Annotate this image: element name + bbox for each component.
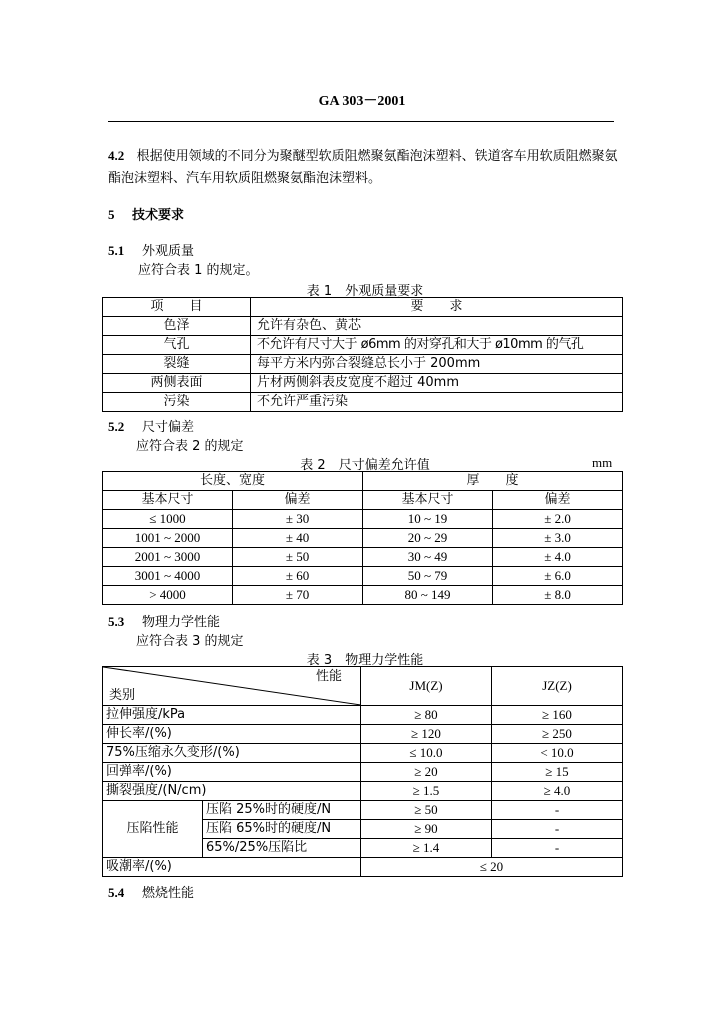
cell: ≤ 1000 (103, 510, 233, 529)
cell: ≥ 50 (361, 801, 492, 820)
clause-title: 燃烧性能 (142, 886, 195, 901)
table-3-caption: 表 3 物理力学性能 (306, 653, 424, 668)
cell: 3001 ~ 4000 (103, 567, 233, 586)
property-cell: 65%/25%压陷比 (203, 839, 361, 858)
requirement-cell: 不允许严重污染 (251, 393, 623, 412)
property-cell: 75%压缩永久变形/(%) (103, 744, 361, 763)
clause-5-1-intro: 应符合表 1 的规定。 (138, 263, 259, 278)
section-number: 5 (108, 207, 115, 222)
table-row (103, 355, 623, 374)
table-row (103, 567, 623, 586)
cell: ± 2.0 (493, 510, 623, 529)
cell: 80 ~ 149 (363, 586, 493, 605)
cell: > 4000 (103, 586, 233, 605)
clause-5-4-heading (108, 882, 194, 901)
cell: ± 6.0 (493, 567, 623, 586)
header-cell: JM(Z) (361, 667, 492, 706)
cell: ≥ 20 (361, 763, 492, 782)
clause-number: 4.2 (108, 148, 125, 163)
property-cell: 撕裂强度/(N/cm) (103, 782, 361, 801)
cell: ≥ 160 (492, 706, 623, 725)
diagonal-top-label: 性能 (315, 669, 342, 684)
cell: ≥ 250 (492, 725, 623, 744)
cell: ± 4.0 (493, 548, 623, 567)
requirement-cell: 片材两侧斜表皮宽度不超过 40mm (251, 374, 623, 393)
header-cell: 要 求 (251, 298, 623, 317)
table-row (103, 586, 623, 605)
clause-text: 根据使用领域的不同分为聚醚型软质阻燃聚氨酯泡沫塑料、铁道客车用软质阻燃聚氨酯泡沫塑料、汽车用软质阻燃聚氨酯泡沫塑料。 (108, 149, 618, 186)
cell: ± 30 (233, 510, 363, 529)
group-header-length-width: 长度、宽度 (103, 472, 363, 491)
cell: 2001 ~ 3000 (103, 548, 233, 567)
cell: ≤ 20 (361, 858, 623, 877)
table-row (103, 858, 623, 877)
table-header-row (103, 491, 623, 510)
cell: ≥ 4.0 (492, 782, 623, 801)
clause-5-3-intro: 应符合表 3 的规定 (136, 634, 244, 649)
cell: ± 40 (233, 529, 363, 548)
table-row (103, 393, 623, 412)
header-cell: 偏差 (493, 491, 623, 510)
cell: < 10.0 (492, 744, 623, 763)
property-cell: 压陷 65%时的硬度/N (203, 820, 361, 839)
section-5-heading (108, 204, 184, 223)
clause-title: 物理力学性能 (142, 615, 221, 630)
clause-title: 外观质量 (142, 244, 195, 259)
table-row (103, 744, 623, 763)
table-1-caption: 表 1 外观质量要求 (306, 284, 424, 299)
table-header-row (103, 667, 623, 706)
property-cell: 吸潮率/(%) (103, 858, 361, 877)
property-cell: 拉伸强度/kPa (103, 706, 361, 725)
clause-5-3-heading (108, 611, 220, 630)
clause-5-1-heading (108, 240, 194, 259)
item-cell: 裂缝 (103, 355, 251, 374)
item-cell: 污染 (103, 393, 251, 412)
document-header: GA 303－2001 (318, 94, 406, 109)
cell: ± 8.0 (493, 586, 623, 605)
clause-title: 尺寸偏差 (142, 420, 195, 435)
cell: ± 50 (233, 548, 363, 567)
item-cell: 色泽 (103, 317, 251, 336)
table-row (103, 529, 623, 548)
cell: ≥ 1.4 (361, 839, 492, 858)
cell: ≥ 80 (361, 706, 492, 725)
table-row (103, 782, 623, 801)
table-row (103, 706, 623, 725)
property-cell: 压陷 25%时的硬度/N (203, 801, 361, 820)
table-header-row (103, 298, 623, 317)
cell: ± 60 (233, 567, 363, 586)
item-cell: 两侧表面 (103, 374, 251, 393)
cell: 10 ~ 19 (363, 510, 493, 529)
requirement-cell: 允许有杂色、黄芯 (251, 317, 623, 336)
header-cell: JZ(Z) (492, 667, 623, 706)
cell: - (492, 820, 623, 839)
cell: 30 ~ 49 (363, 548, 493, 567)
clause-number: 5.4 (108, 885, 125, 900)
clause-5-2-heading (108, 416, 194, 435)
cell: ± 3.0 (493, 529, 623, 548)
clause-4-2 (108, 145, 618, 190)
table-2 (102, 471, 623, 605)
diagonal-header-cell (103, 667, 361, 706)
table-2-caption: 表 2 尺寸偏差允许值 (300, 458, 430, 473)
cell: ≥ 1.5 (361, 782, 492, 801)
table-row (103, 374, 623, 393)
property-cell: 回弹率/(%) (103, 763, 361, 782)
table-row (103, 763, 623, 782)
diagonal-bottom-label: 类别 (109, 688, 136, 703)
header-cell: 基本尺寸 (363, 491, 493, 510)
group-label-cell: 压陷性能 (103, 801, 203, 858)
cell: ≤ 10.0 (361, 744, 492, 763)
cell: ± 70 (233, 586, 363, 605)
cell: ≥ 90 (361, 820, 492, 839)
section-title: 技术要求 (132, 208, 185, 223)
header-cell: 偏差 (233, 491, 363, 510)
clause-number: 5.3 (108, 614, 125, 629)
cell: - (492, 801, 623, 820)
table-2-unit: mm (592, 455, 613, 470)
requirement-cell: 不允许有尺寸大于 ø6mm 的对穿孔和大于 ø10mm 的气孔 (251, 336, 623, 355)
table-row (103, 317, 623, 336)
table-group-header-row (103, 472, 623, 491)
table-1 (102, 297, 623, 412)
table-row (103, 510, 623, 529)
table-row (103, 801, 623, 820)
cell: 1001 ~ 2000 (103, 529, 233, 548)
group-header-thickness: 厚 度 (363, 472, 623, 491)
cell: ≥ 120 (361, 725, 492, 744)
header-cell: 基本尺寸 (103, 491, 233, 510)
cell: 20 ~ 29 (363, 529, 493, 548)
cell: 50 ~ 79 (363, 567, 493, 586)
clause-number: 5.2 (108, 419, 125, 434)
table-row (103, 336, 623, 355)
table-row (103, 548, 623, 567)
clause-number: 5.1 (108, 243, 125, 258)
cell: - (492, 839, 623, 858)
header-rule (108, 121, 614, 122)
requirement-cell: 每平方米内弥合裂缝总长小于 200mm (251, 355, 623, 374)
item-cell: 气孔 (103, 336, 251, 355)
table-row (103, 725, 623, 744)
cell: ≥ 15 (492, 763, 623, 782)
header-cell: 项 目 (103, 298, 251, 317)
property-cell: 伸长率/(%) (103, 725, 361, 744)
table-3 (102, 666, 623, 877)
clause-5-2-intro: 应符合表 2 的规定 (136, 439, 244, 454)
